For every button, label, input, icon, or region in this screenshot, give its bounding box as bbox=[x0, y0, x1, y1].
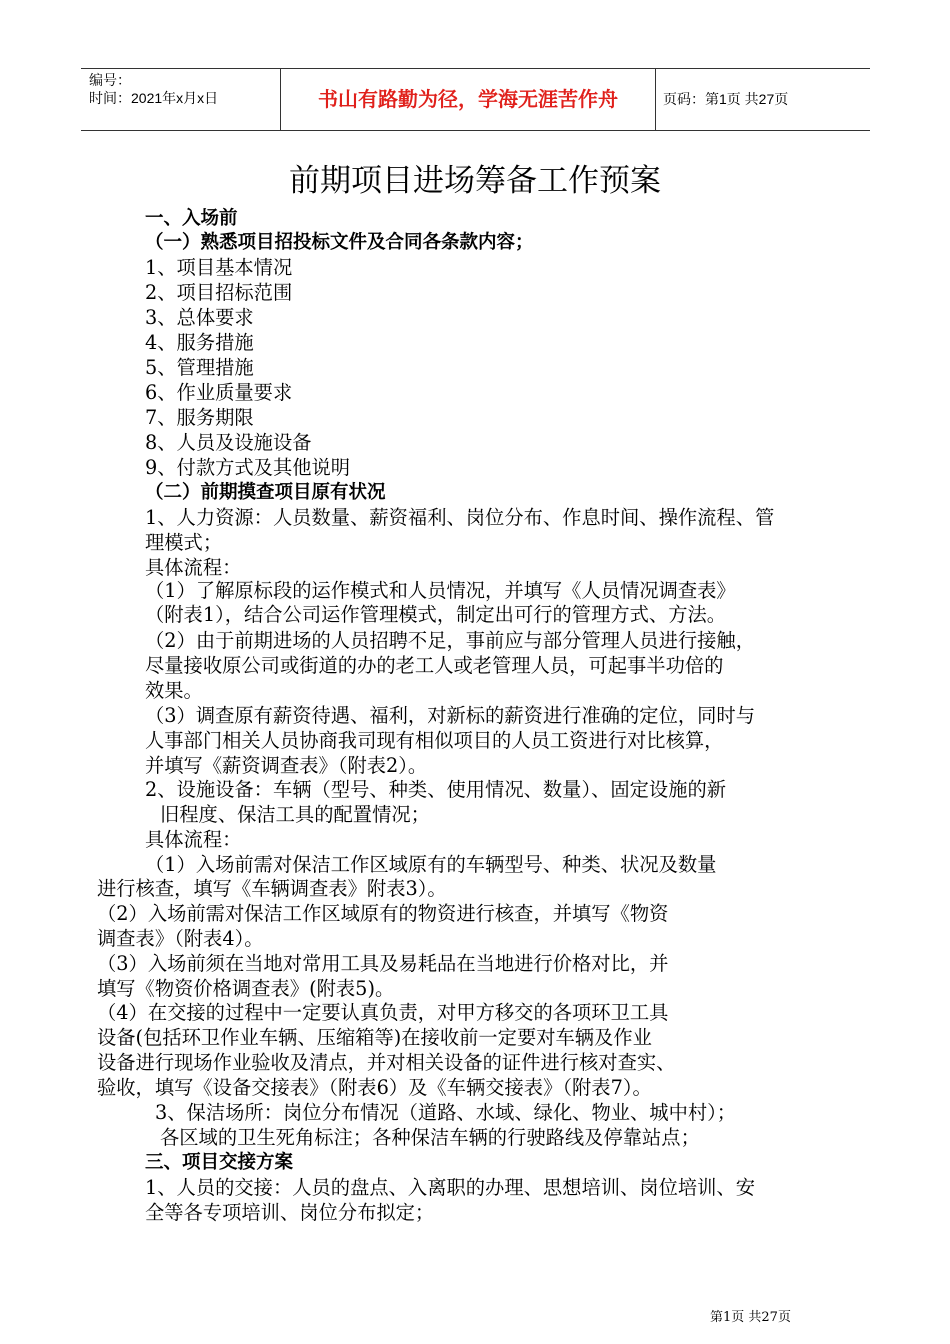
paragraph-line: （2）由于前期进场的人员招聘不足，事前应与部分管理人员进行接触， bbox=[145, 629, 755, 652]
paragraph-line: （3）入场前须在当地对常用工具及易耗品在当地进行价格对比，并 bbox=[97, 952, 669, 975]
paragraph-line: 验收，填写《设备交接表》（附表6）及《车辆交接表》（附表7）。 bbox=[97, 1076, 652, 1099]
paragraph-line: （1）入场前需对保洁工作区域原有的车辆型号、种类、状况及数量 bbox=[145, 853, 717, 876]
section-heading: 一、入场前 bbox=[145, 208, 238, 229]
paragraph-line: 1、人员的交接：人员的盘点、入离职的办理、思想培训、岗位培训、安 bbox=[145, 1176, 755, 1199]
paragraph-line: 具体流程： bbox=[145, 828, 242, 851]
paragraph-line: 效果。 bbox=[145, 679, 203, 702]
paragraph-line: 调查表》（附表4）。 bbox=[97, 927, 264, 950]
list-item: 2、项目招标范围 bbox=[145, 281, 293, 304]
paragraph-line: 3、保洁场所：岗位分布情况（道路、水域、绿化、物业、城中村）； bbox=[155, 1101, 737, 1124]
subsection-heading: （二）前期摸查项目原有状况 bbox=[145, 482, 386, 503]
list-item: 3、总体要求 bbox=[145, 306, 254, 329]
page-header bbox=[81, 68, 870, 131]
header-page-cell bbox=[655, 69, 870, 130]
subsection-heading: （一）熟悉项目招投标文件及合同各条款内容； bbox=[145, 232, 534, 253]
section-heading: 三、项目交接方案 bbox=[145, 1152, 294, 1173]
list-item: 7、服务期限 bbox=[145, 406, 254, 429]
paragraph-line: 理模式； bbox=[145, 531, 223, 554]
paragraph-line: 旧程度、保洁工具的配置情况； bbox=[160, 803, 430, 826]
header-motto: 书山有路勤为径，学海无涯苦作舟 bbox=[318, 87, 618, 111]
header-left-cell bbox=[81, 69, 280, 130]
paragraph-line: （附表1），结合公司运作管理模式，制定出可行的管理方式、方法。 bbox=[145, 603, 727, 626]
doc-number-label: 编号： bbox=[89, 72, 131, 88]
list-item: 8、人员及设施设备 bbox=[145, 431, 312, 454]
paragraph-line: （3）调查原有薪资待遇、福利，对新标的薪资进行准确的定位，同时与 bbox=[145, 704, 755, 727]
paragraph-line: （2）入场前需对保洁工作区域原有的物资进行核查，并填写《物资 bbox=[97, 902, 669, 925]
list-item: 4、服务措施 bbox=[145, 331, 254, 354]
document-title: 前期项目进场筹备工作预案 bbox=[289, 163, 661, 199]
paragraph-line: 设备(包括环卫作业车辆、压缩箱等)在接收前一定要对车辆及作业 bbox=[97, 1026, 652, 1049]
paragraph-line: （4）在交接的过程中一定要认真负责，对甲方移交的各项环卫工具 bbox=[97, 1001, 669, 1024]
doc-date: 时间：2021年x月x日 bbox=[89, 90, 219, 106]
list-item: 9、付款方式及其他说明 bbox=[145, 456, 351, 479]
list-item: 5、管理措施 bbox=[145, 356, 254, 379]
paragraph-line: 并填写《薪资调查表》（附表2）。 bbox=[145, 754, 428, 777]
paragraph-line: 填写《物资价格调查表》(附表5)。 bbox=[97, 977, 395, 1000]
paragraph-line: 进行核查，填写《车辆调查表》附表3）。 bbox=[97, 877, 447, 900]
header-page-info: 页码：第1页 共27页 bbox=[663, 91, 789, 107]
paragraph-line: 尽量接收原公司或街道的办的老工人或老管理人员，可起事半功倍的 bbox=[145, 654, 724, 677]
paragraph-line: （1）了解原标段的运作模式和人员情况，并填写《人员情况调查表》 bbox=[145, 579, 736, 602]
paragraph-line: 具体流程： bbox=[145, 556, 242, 579]
paragraph-line: 设备进行现场作业验收及清点，并对相关设备的证件进行核对查实、 bbox=[97, 1051, 676, 1074]
paragraph-line: 2、设施设备：车辆（型号、种类、使用情况、数量）、固定设施的新 bbox=[145, 778, 727, 801]
list-item: 1、项目基本情况 bbox=[145, 256, 293, 279]
paragraph-line: 人事部门相关人员协商我司现有相似项目的人员工资进行对比核算， bbox=[145, 729, 724, 752]
page-footer: 第1页 共27页 bbox=[710, 1310, 791, 1325]
list-item: 6、作业质量要求 bbox=[145, 381, 293, 404]
paragraph-line: 全等各专项培训、岗位分布拟定； bbox=[145, 1201, 435, 1224]
paragraph-line: 1、人力资源：人员数量、薪资福利、岗位分布、作息时间、操作流程、管 bbox=[145, 506, 775, 529]
paragraph-line: 各区域的卫生死角标注；各种保洁车辆的行驶路线及停靠站点； bbox=[160, 1126, 700, 1149]
header-motto-cell bbox=[280, 69, 656, 130]
